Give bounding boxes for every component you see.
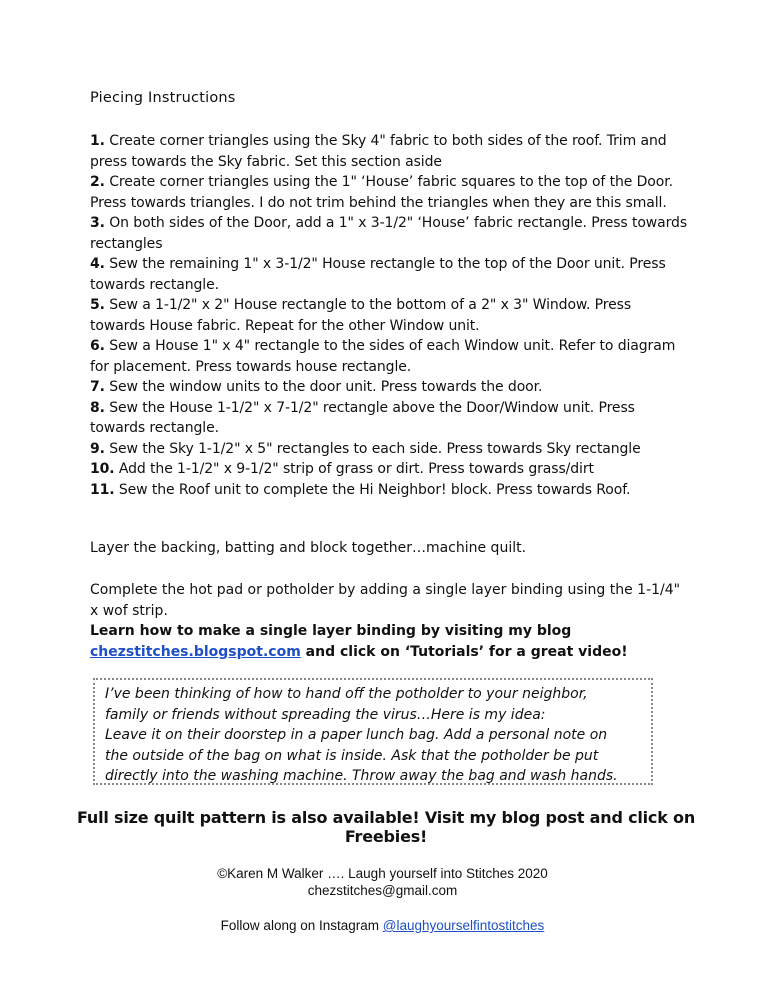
step-text: Sew the House 1-1/2" x 7-1/2" rectangle above the Door/Window unit. Press towards rectangle. <box>90 399 635 436</box>
full-size-announcement: Full size quilt pattern is also available! Visit my blog post and click on Freebies! <box>76 808 696 846</box>
step-item <box>90 439 690 460</box>
step-text: Sew the remaining 1" x 3-1/2" House rectangle to the top of the Door unit. Press towards rectangle. <box>90 256 666 293</box>
follow-line <box>0 918 765 933</box>
step-text: Create corner triangles using the 1" ‘House’ fabric squares to the top of the Door. Press towards triangles. I do not trim behind the triangles when they are this small. <box>90 174 673 211</box>
learn-prefix: Learn how to make a single layer binding by visiting my blog <box>90 623 572 639</box>
step-text: On both sides of the Door, add a 1" x 3-1/2" ‘House’ fabric rectangle. Press towards rectangles <box>90 215 688 252</box>
email-line: chezstitches@gmail.com <box>307 883 458 898</box>
step-item <box>90 377 690 398</box>
step-number: 3. <box>90 215 105 231</box>
instagram-link[interactable]: @laughyourselfintostitches <box>382 918 545 933</box>
step-text: Sew the Roof unit to complete the Hi Neighbor! block. Press towards Roof. <box>118 481 631 498</box>
idea-note-box <box>93 678 653 785</box>
idea-line: family or friends without spreading the virus…Here is my idea: <box>105 706 546 723</box>
step-number: 11. <box>90 481 115 498</box>
idea-line: I’ve been thinking of how to hand off the potholder to your neighbor, <box>105 686 588 702</box>
step-text: Sew a House 1" x 4" rectangle to the sides of each Window unit. Refer to diagram for placement. Press towards house rectangle. <box>90 338 676 375</box>
step-number: 6. <box>90 338 105 354</box>
step-text: Sew a 1-1/2" x 2" House rectangle to the bottom of a 2" x 3" Window. Press towards House fabric. Repeat for the other Window unit. <box>90 297 632 334</box>
step-text: Add the 1-1/2" x 9-1/2" strip of grass or dirt. Press towards grass/dirt <box>118 461 594 477</box>
step-text: Sew the window units to the door unit. Press towards the door. <box>109 379 543 395</box>
step-number: 2. <box>90 174 105 190</box>
step-item <box>90 336 690 377</box>
page-title: Piecing Instructions <box>90 90 236 106</box>
binding-paragraph: Complete the hot pad or potholder by adding a single layer binding using the 1-1/4" x wof strip. <box>90 582 681 619</box>
quilting-paragraph: Layer the backing, batting and block together…machine quilt. <box>90 540 527 556</box>
step-item <box>90 459 690 480</box>
step-item <box>90 254 690 295</box>
step-item <box>90 295 690 336</box>
step-item <box>90 131 690 172</box>
idea-line: directly into the washing machine. Throw away the bag and wash hands. <box>105 768 618 784</box>
step-number: 7. <box>90 379 105 395</box>
step-number: 9. <box>90 440 105 457</box>
step-number: 10. <box>90 461 115 477</box>
blog-link[interactable]: chezstitches.blogspot.com <box>90 643 301 660</box>
idea-line: the outside of the bag on what is inside. Ask that the potholder be put <box>105 747 599 764</box>
step-item <box>90 213 690 254</box>
copyright-line: ©Karen M Walker …. Laugh yourself into Stitches 2020 <box>217 866 548 881</box>
step-item <box>90 398 690 439</box>
step-item <box>90 480 690 501</box>
step-number: 1. <box>90 133 105 149</box>
step-number: 4. <box>90 256 105 272</box>
step-text: Create corner triangles using the Sky 4" fabric to both sides of the roof. Trim and press towards the Sky fabric. Set this section aside <box>90 133 667 170</box>
idea-line: Leave it on their doorstep in a paper lunch bag. Add a personal note on <box>105 727 608 743</box>
step-number: 8. <box>90 399 105 416</box>
step-item <box>90 172 690 213</box>
follow-prefix: Follow along on Instagram <box>220 918 383 933</box>
step-text: Sew the Sky 1-1/2" x 5" rectangles to each side. Press towards Sky rectangle <box>109 440 641 457</box>
step-number: 5. <box>90 297 105 313</box>
steps-list <box>90 131 690 500</box>
learn-suffix: and click on ‘Tutorials’ for a great video! <box>300 643 628 660</box>
learn-paragraph <box>90 621 710 662</box>
